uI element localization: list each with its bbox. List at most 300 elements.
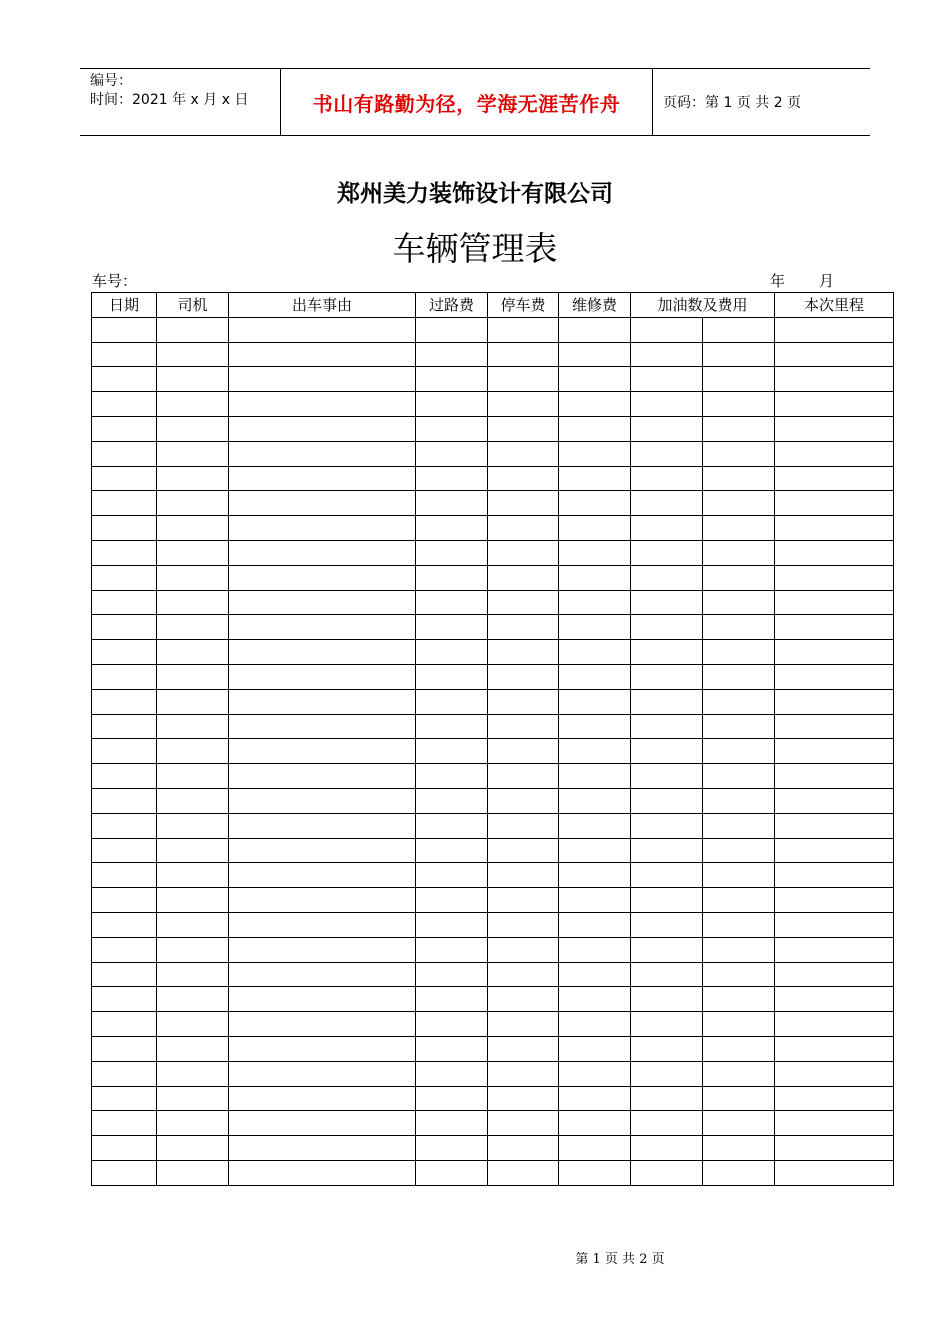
table-cell (703, 1036, 775, 1061)
table-cell (488, 491, 559, 516)
table-row (92, 764, 894, 789)
car-no-label: 车号： (92, 272, 138, 290)
table-row (92, 392, 894, 417)
table-cell (703, 640, 775, 665)
table-cell (229, 1160, 416, 1185)
table-cell (416, 590, 488, 615)
table-cell (775, 838, 894, 863)
table-cell (416, 1036, 488, 1061)
table-row (92, 590, 894, 615)
table-cell (559, 1036, 631, 1061)
table-row (92, 1086, 894, 1111)
table-cell (703, 516, 775, 541)
motto: 书山有路勤为径，学海无涯苦作舟 (281, 69, 653, 135)
table-row (92, 317, 894, 342)
column-header: 过路费 (416, 293, 488, 318)
table-cell (775, 516, 894, 541)
table-cell (775, 863, 894, 888)
table-cell (157, 788, 229, 813)
table-cell (229, 813, 416, 838)
table-cell (488, 838, 559, 863)
table-cell (703, 689, 775, 714)
table-cell (229, 1036, 416, 1061)
table-cell (559, 788, 631, 813)
table-cell (703, 1061, 775, 1086)
table-cell (631, 962, 703, 987)
table-row (92, 466, 894, 491)
table-cell (488, 466, 559, 491)
table-cell (92, 912, 157, 937)
table-cell (559, 615, 631, 640)
table-cell (775, 416, 894, 441)
table-cell (92, 1136, 157, 1161)
table-cell (631, 590, 703, 615)
table-cell (416, 739, 488, 764)
table-cell (416, 1012, 488, 1037)
table-row (92, 1160, 894, 1185)
table-cell (703, 937, 775, 962)
table-row (92, 838, 894, 863)
table-row (92, 1111, 894, 1136)
table-cell (559, 912, 631, 937)
table-cell (416, 317, 488, 342)
table-cell (157, 392, 229, 417)
table-cell (488, 516, 559, 541)
table-row (92, 739, 894, 764)
table-cell (416, 367, 488, 392)
table-cell (416, 441, 488, 466)
vehicle-log-table (91, 292, 894, 1186)
table-cell (157, 664, 229, 689)
serial-label: 编号： (90, 73, 132, 89)
table-row (92, 1136, 894, 1161)
table-row (92, 1036, 894, 1061)
table-cell (229, 912, 416, 937)
table-row (92, 689, 894, 714)
table-cell (416, 764, 488, 789)
table-cell (631, 317, 703, 342)
table-cell (92, 764, 157, 789)
table-cell (157, 416, 229, 441)
page-info: 页码：第 1 页 共 2 页 (663, 95, 802, 111)
table-cell (92, 590, 157, 615)
table-cell (157, 838, 229, 863)
table-cell (631, 342, 703, 367)
table-cell (157, 317, 229, 342)
table-cell (157, 937, 229, 962)
table-cell (229, 466, 416, 491)
table-cell (157, 1061, 229, 1086)
table-cell (631, 615, 703, 640)
table-cell (559, 739, 631, 764)
table-cell (703, 416, 775, 441)
table-cell (157, 615, 229, 640)
table-cell (416, 342, 488, 367)
table-cell (157, 640, 229, 665)
table-cell (775, 1061, 894, 1086)
table-cell (703, 392, 775, 417)
table-cell (157, 441, 229, 466)
table-cell (559, 689, 631, 714)
table-cell (157, 813, 229, 838)
table-cell (775, 342, 894, 367)
table-cell (775, 739, 894, 764)
table-cell (229, 342, 416, 367)
table-cell (703, 838, 775, 863)
page-footer (0, 1248, 950, 1267)
table-cell (92, 640, 157, 665)
table-cell (157, 516, 229, 541)
table-cell (703, 565, 775, 590)
table-cell (631, 1136, 703, 1161)
table-cell (703, 441, 775, 466)
table-cell (416, 838, 488, 863)
table-cell (92, 739, 157, 764)
table-cell (416, 937, 488, 962)
table-cell (559, 764, 631, 789)
table-cell (488, 416, 559, 441)
table-cell (559, 516, 631, 541)
table-cell (92, 664, 157, 689)
table-cell (703, 1136, 775, 1161)
table-cell (703, 466, 775, 491)
table-row (92, 1012, 894, 1037)
table-cell (92, 1036, 157, 1061)
table-cell (631, 912, 703, 937)
table-cell (775, 1012, 894, 1037)
table-cell (157, 1012, 229, 1037)
table-cell (775, 317, 894, 342)
table-cell (488, 1111, 559, 1136)
table-cell (92, 540, 157, 565)
table-cell (229, 838, 416, 863)
table-cell (488, 1160, 559, 1185)
table-cell (631, 888, 703, 913)
table-cell (631, 466, 703, 491)
table-cell (92, 317, 157, 342)
table-cell (488, 565, 559, 590)
table-cell (416, 416, 488, 441)
table-cell (416, 640, 488, 665)
table-cell (775, 664, 894, 689)
table-cell (416, 962, 488, 987)
table-cell (488, 962, 559, 987)
table-row (92, 888, 894, 913)
table-cell (703, 714, 775, 739)
table-cell (416, 863, 488, 888)
table-cell (703, 367, 775, 392)
table-cell (488, 664, 559, 689)
table-cell (229, 664, 416, 689)
table-cell (157, 565, 229, 590)
table-cell (229, 640, 416, 665)
table-cell (775, 1111, 894, 1136)
table-cell (631, 689, 703, 714)
time-label: 时间：2021 年 x 月 x 日 (90, 92, 249, 108)
table-cell (416, 987, 488, 1012)
table-row (92, 788, 894, 813)
table-cell (92, 1160, 157, 1185)
table-cell (229, 962, 416, 987)
table-cell (157, 912, 229, 937)
table-cell (229, 491, 416, 516)
table-cell (559, 1136, 631, 1161)
table-cell (92, 1012, 157, 1037)
table-cell (631, 1111, 703, 1136)
table-cell (488, 1136, 559, 1161)
table-cell (703, 788, 775, 813)
table-cell (229, 764, 416, 789)
table-cell (775, 392, 894, 417)
table-cell (157, 1086, 229, 1111)
table-cell (92, 1086, 157, 1111)
table-row (92, 1061, 894, 1086)
table-cell (229, 987, 416, 1012)
table-cell (775, 764, 894, 789)
table-cell (775, 590, 894, 615)
table-cell (229, 565, 416, 590)
table-row (92, 342, 894, 367)
table-cell (157, 1136, 229, 1161)
table-cell (488, 317, 559, 342)
table-cell (631, 788, 703, 813)
column-header: 本次里程 (775, 293, 894, 318)
table-cell (559, 491, 631, 516)
table-cell (229, 615, 416, 640)
table-cell (631, 714, 703, 739)
header-left-cell (80, 69, 281, 135)
table-header-row (92, 293, 894, 318)
table-cell (488, 590, 559, 615)
month-label: 月 (819, 272, 835, 290)
table-cell (416, 491, 488, 516)
table-cell (559, 416, 631, 441)
table-cell (229, 863, 416, 888)
table-cell (559, 838, 631, 863)
table-cell (559, 590, 631, 615)
column-header: 加油数及费用 (631, 293, 775, 318)
table-cell (92, 615, 157, 640)
table-row (92, 615, 894, 640)
table-cell (157, 714, 229, 739)
table-cell (92, 838, 157, 863)
table-cell (559, 392, 631, 417)
table-cell (631, 1036, 703, 1061)
table-cell (775, 962, 894, 987)
table-cell (559, 962, 631, 987)
table-row (92, 987, 894, 1012)
table-row (92, 937, 894, 962)
year-label: 年 (770, 272, 786, 290)
table-cell (703, 317, 775, 342)
table-cell (775, 1160, 894, 1185)
table-cell (559, 1012, 631, 1037)
table-cell (631, 937, 703, 962)
table-cell (157, 764, 229, 789)
table-cell (775, 640, 894, 665)
table-cell (92, 987, 157, 1012)
table-cell (416, 788, 488, 813)
table-cell (229, 317, 416, 342)
table-row (92, 962, 894, 987)
table-cell (416, 664, 488, 689)
table-cell (631, 664, 703, 689)
table-cell (92, 342, 157, 367)
table-cell (416, 1111, 488, 1136)
table-cell (488, 739, 559, 764)
table-cell (559, 317, 631, 342)
column-header: 日期 (92, 293, 157, 318)
table-cell (488, 788, 559, 813)
table-cell (229, 1061, 416, 1086)
table-cell (631, 813, 703, 838)
table-row (92, 540, 894, 565)
table-cell (229, 367, 416, 392)
table-cell (416, 888, 488, 913)
table-cell (229, 714, 416, 739)
column-header: 出车事由 (229, 293, 416, 318)
table-cell (488, 342, 559, 367)
table-cell (92, 392, 157, 417)
table-cell (157, 540, 229, 565)
table-cell (559, 987, 631, 1012)
table-cell (775, 689, 894, 714)
table-cell (416, 912, 488, 937)
table-cell (631, 367, 703, 392)
table-cell (488, 540, 559, 565)
table-cell (559, 640, 631, 665)
table-cell (157, 689, 229, 714)
table-cell (488, 441, 559, 466)
table-cell (416, 540, 488, 565)
table-cell (631, 416, 703, 441)
table-cell (703, 491, 775, 516)
table-cell (775, 1036, 894, 1061)
table-cell (229, 1086, 416, 1111)
table-cell (703, 863, 775, 888)
table-cell (229, 441, 416, 466)
table-row (92, 565, 894, 590)
table-cell (488, 640, 559, 665)
table-cell (559, 342, 631, 367)
table-cell (92, 888, 157, 913)
table-cell (488, 937, 559, 962)
table-cell (416, 516, 488, 541)
table-cell (92, 416, 157, 441)
table-cell (92, 565, 157, 590)
table-row (92, 416, 894, 441)
table-cell (775, 987, 894, 1012)
table-cell (631, 540, 703, 565)
table-row (92, 491, 894, 516)
table-cell (92, 962, 157, 987)
table-cell (157, 466, 229, 491)
table-cell (703, 1086, 775, 1111)
table-cell (631, 987, 703, 1012)
table-cell (416, 1086, 488, 1111)
table-cell (703, 739, 775, 764)
table-cell (559, 888, 631, 913)
table-cell (703, 1160, 775, 1185)
table-cell (416, 813, 488, 838)
table-cell (775, 813, 894, 838)
table-cell (775, 491, 894, 516)
table-cell (559, 714, 631, 739)
table-cell (775, 540, 894, 565)
table-cell (416, 714, 488, 739)
page-title: 车辆管理表 (392, 229, 558, 268)
table-cell (559, 466, 631, 491)
table-cell (92, 714, 157, 739)
table-cell (488, 1086, 559, 1111)
table-row (92, 640, 894, 665)
table-cell (775, 441, 894, 466)
footer-page-number: 第 1 页 共 2 页 (575, 1252, 665, 1267)
table-cell (488, 367, 559, 392)
table-cell (631, 441, 703, 466)
table-cell (157, 962, 229, 987)
table-cell (559, 863, 631, 888)
table-cell (157, 491, 229, 516)
table-cell (488, 1012, 559, 1037)
table-row (92, 664, 894, 689)
table-cell (488, 689, 559, 714)
table-cell (416, 565, 488, 590)
table-row (92, 912, 894, 937)
table-cell (559, 1086, 631, 1111)
table-cell (229, 1012, 416, 1037)
table-cell (416, 689, 488, 714)
table-cell (703, 615, 775, 640)
table-cell (229, 739, 416, 764)
table-cell (775, 1136, 894, 1161)
table-cell (157, 987, 229, 1012)
table-cell (488, 764, 559, 789)
table-cell (703, 1111, 775, 1136)
table-cell (703, 342, 775, 367)
table-row (92, 367, 894, 392)
table-cell (703, 540, 775, 565)
table-cell (416, 1061, 488, 1086)
table-cell (229, 888, 416, 913)
table-cell (92, 466, 157, 491)
table-cell (229, 788, 416, 813)
table-cell (703, 987, 775, 1012)
table-cell (157, 1160, 229, 1185)
table-cell (703, 664, 775, 689)
table-cell (229, 1136, 416, 1161)
table-cell (157, 739, 229, 764)
table-cell (559, 1160, 631, 1185)
table-cell (416, 615, 488, 640)
table-cell (157, 367, 229, 392)
table-cell (157, 590, 229, 615)
table-cell (92, 788, 157, 813)
company-name: 郑州美力装饰设计有限公司 (337, 180, 613, 207)
table-cell (488, 813, 559, 838)
table-cell (488, 912, 559, 937)
table-row (92, 714, 894, 739)
table-row (92, 516, 894, 541)
table-cell (157, 888, 229, 913)
table-row (92, 441, 894, 466)
table-cell (775, 367, 894, 392)
table-cell (92, 491, 157, 516)
table-cell (92, 1111, 157, 1136)
table-cell (775, 714, 894, 739)
table-row (92, 863, 894, 888)
table-cell (488, 1036, 559, 1061)
